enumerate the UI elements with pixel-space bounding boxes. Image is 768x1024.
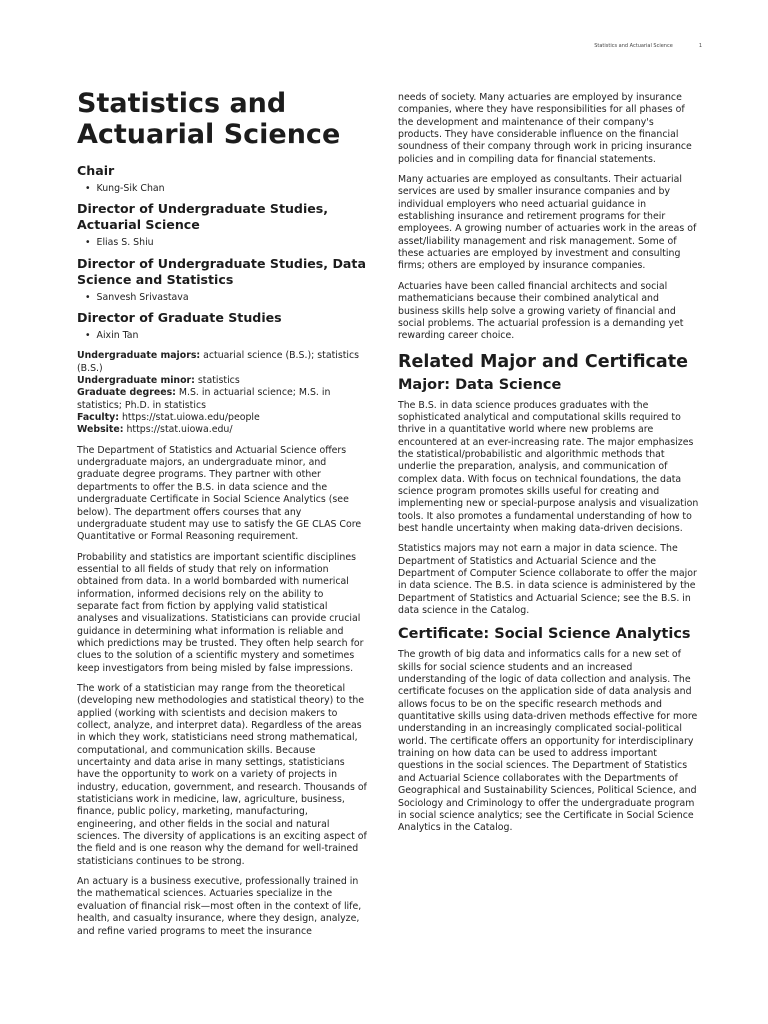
fact-value: actuarial science (B.S.); statistics (B.S.) <box>77 350 360 374</box>
body-paragraph: The B.S. in data science produces graduates with the sophisticated analytical and computational skills required to thrive in a quantitative world where new problems are encountered at an ever-increasing rate. The major emphasizes the statistical/probabilistic and algorithmic methods that underlie the preparation, analysis, and communication of complex data. With focus on technical foundations, the data science program promotes skills useful for creating and implementing new or special-purpose analysis and visualization tools. It also promotes a fundamental understanding of how to best handle uncertainty when making data-driven decisions. <box>398 399 699 534</box>
fact-undergrad-majors <box>77 350 367 375</box>
section-heading-certificate: Certificate: Social Science Analytics <box>398 626 691 643</box>
left-column <box>77 88 367 946</box>
section-heading-major: Major: Data Science <box>398 376 562 393</box>
fact-label: Faculty: <box>77 412 119 424</box>
person-dus-actuarial: • Elias S. Shiu <box>77 237 367 249</box>
body-paragraph: needs of society. Many actuaries are employed by insurance companies, where they have responsibilities for all phases of the development and maintenance of their company's products. They have considerable influence on the financial soundness of their company through work in pricing insurance policies and in compiling data for financial statements. <box>398 92 692 165</box>
dgs-list <box>77 330 367 342</box>
section-heading-related: Related Major and Certificate <box>398 351 688 372</box>
faculty-link[interactable]: https://stat.uiowa.edu/people <box>121 412 260 424</box>
body-paragraph: Statistics majors may not earn a major in data science. The Department of Statistics and Actuarial Science and the Department of Computer Science collaborate to offer the major in data science. The B.S. in data science is administered by the Department of Statistics and Actuarial Science; see the B.S. in data science in the Catalog. <box>398 543 697 617</box>
dus-actuarial-list <box>77 237 367 249</box>
fact-website <box>77 424 367 436</box>
body-paragraph: Actuaries have been called financial architects and social mathematicians because their combined analytical and business skills help solve a growing variety of financial and social problems. The actuarial profession is a demanding yet rewarding career choice. <box>398 280 684 342</box>
dus-data-science-list <box>77 292 367 304</box>
body-paragraph: Probability and statistics are important scientific disciplines essential to all fields of study that rely on information obtained from data. In a world bombarded with numerical information, informed decisions rely on the ability to separate fact from fiction by applying valid statistical analyses and visualizations. Statisticians can provide crucial guidance in determining what information is reliable and which predictions may be trusted. They often help search for clues to the solution of a scientific mystery and sometimes keep investigators from being misled by false impressions. <box>77 551 364 674</box>
person-dgs: • Aixin Tan <box>77 330 367 342</box>
page-title: Statistics and Actuarial Science <box>77 88 341 150</box>
fact-label: Undergraduate majors: <box>77 350 201 362</box>
fact-graduate-degrees <box>77 387 367 412</box>
chair-list <box>77 183 367 195</box>
program-facts <box>77 350 367 436</box>
role-heading-chair: Chair <box>77 163 115 178</box>
fact-value: statistics <box>197 375 240 387</box>
page-number: 1 <box>698 43 702 49</box>
running-head <box>594 43 702 49</box>
person-chair: • Kung-Sik Chan <box>77 183 367 195</box>
fact-undergrad-minor <box>77 375 367 387</box>
body-paragraph: Many actuaries are employed as consultants. Their actuarial services are used by smaller insurance companies and by individual employers who need actuarial guidance in establishing insurance and retirement programs for their employees. A growing number of actuaries work in the areas of asset/liability management and risk management. Some of these actuaries are employed by investment and consulting firms; others are employed by insurance companies. <box>398 174 697 272</box>
fact-label: Undergraduate minor: <box>77 375 195 387</box>
fact-label: Graduate degrees: <box>77 387 176 399</box>
right-column <box>398 92 700 843</box>
role-heading-dgs: Director of Graduate Studies <box>77 310 282 326</box>
person-dus-data-science: • Sanvesh Srivastava <box>77 292 367 304</box>
website-link[interactable]: https://stat.uiowa.edu/ <box>126 424 233 436</box>
role-heading-dus-data-science: Director of Undergraduate Studies, Data Science and Statistics <box>77 255 366 287</box>
role-heading-dus-actuarial: Director of Undergraduate Studies, Actuarial Science <box>77 201 329 233</box>
body-paragraph: The Department of Statistics and Actuarial Science offers undergraduate majors, an undergraduate minor, and graduate degree programs. They partner with other departments to offer the B.S. in data science and the undergraduate Certificate in Social Science Analytics (see below). The department offers courses that any undergraduate student may use to satisfy the GE CLAS Core Quantitative or Formal Reasoning requirement. <box>77 444 362 543</box>
body-paragraph: The growth of big data and informatics calls for a new set of skills for social science students and an increased understanding of the logic of data collection and analysis. The certificate focuses on the application side of data analysis and allows focus to be on the specific research methods and quantitative skills using data-driven methods effective for more understanding in an increasingly complicated social-political world. The certificate offers an opportunity for interdisciplinary training on how data can be used to address important questions in the social sciences. The Department of Statistics and Actuarial Science collaborates with the Departments of Geographical and Sustainability Sciences, Political Science, and Sociology and Criminology to offer the undergraduate program in social science analytics; see the Certificate in Social Science Analytics in the Catalog. <box>398 649 698 834</box>
body-paragraph: The work of a statistician may range from the theoretical (developing new methodologies and statistical theory) to the applied (working with scientists and decision makers to collect, analyze, and interpret data). Regardless of the areas in which they work, statisticians need strong mathematical, computational, and communication skills. Because uncertainty and data arise in many settings, statisticians have the opportunity to work on a variety of projects in industry, education, government, and research. Thousands of statisticians work in medicine, law, agriculture, business, finance, public policy, marketing, manufacturing, engineering, and other fields in the social and natural sciences. The diversity of applications is an exciting aspect of the field and is one reason why the demand for well-trained statisticians continues to be strong. <box>77 682 367 867</box>
body-paragraph: An actuary is a business executive, professionally trained in the mathematical sciences. Actuaries specialize in the evaluation of financial risk—most often in the context of life, health, and casualty insurance, where they design, analyze, and refine varied programs to meet the insurance <box>77 876 362 937</box>
fact-label: Website: <box>77 424 124 436</box>
fact-value: M.S. in actuarial science; M.S. in statistics; Ph.D. in statistics <box>77 387 331 411</box>
running-head-title: Statistics and Actuarial Science <box>594 43 673 49</box>
fact-faculty <box>77 412 367 424</box>
